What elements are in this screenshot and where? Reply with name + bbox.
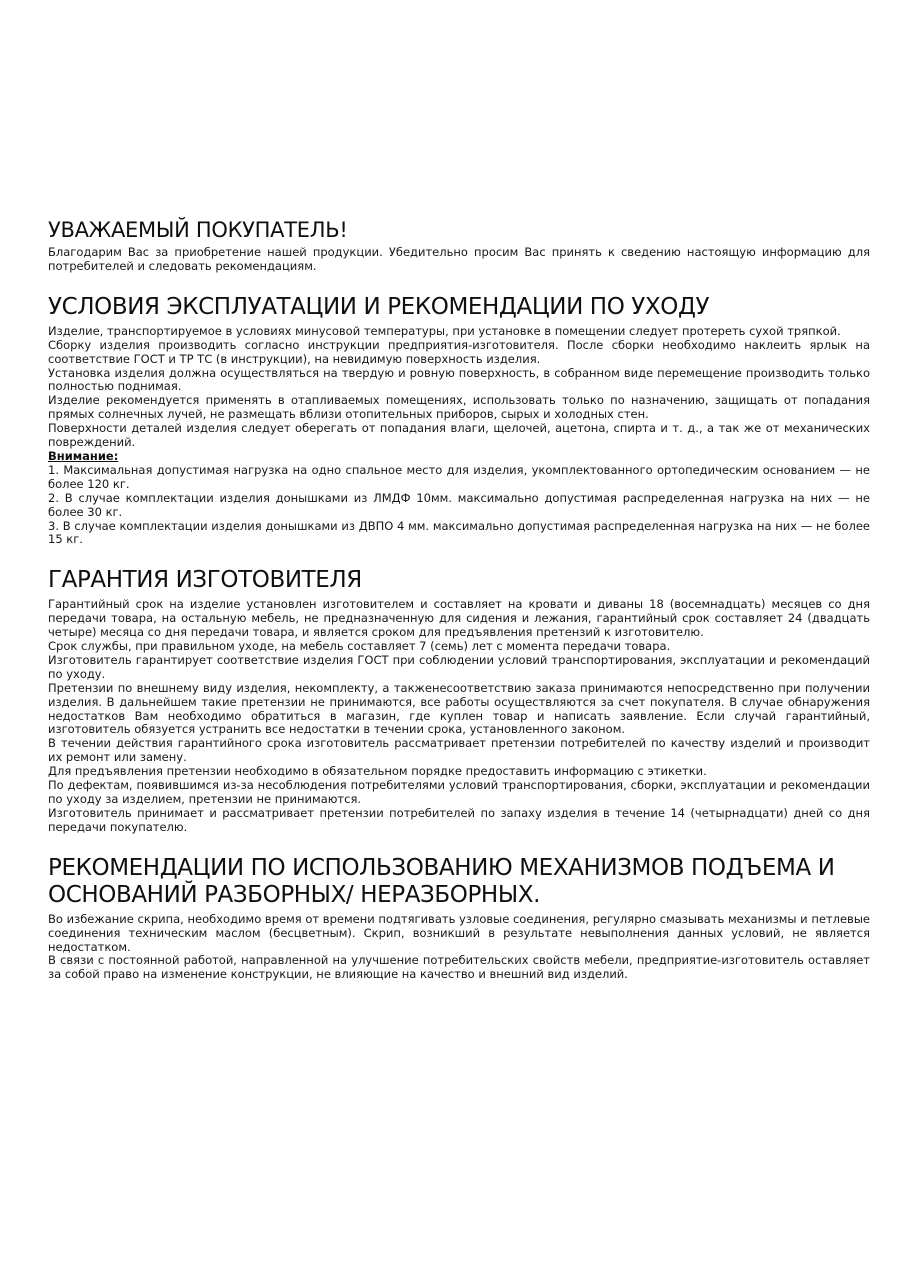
warranty-heading: ГАРАНТИЯ ИЗГОТОВИТЕЛЯ bbox=[48, 567, 362, 594]
operating-paragraph-4: Изделие рекомендуется применять в отапливаемых помещениях, использовать только по назначению, защищать от попадания прямых солнечных лучей, не размещать вблизи отопительных приборов, сырых и холодных стен. bbox=[48, 393, 870, 422]
warranty-paragraph-4: Претензии по внешнему виду изделия, некомплекту, а такженесоответствию заказа принимаются непосредственно при получении изделия. В дальнейшем такие претензии не принимаются, все работы осуществляются за счет покупателя. В случае обнаружения недостатков Вам необходимо обратиться в магазин, где куплен товар и написать заявление. Если случай гарантийный, изготовитель обязуется устранить все недостатки в течении срока, установленного законом. bbox=[48, 680, 870, 737]
warranty-paragraph-5: В течении действия гарантийного срока изготовитель рассматривает претензии потребителей по качеству изделий и производит их ремонт или замену. bbox=[48, 736, 870, 765]
section-operating-conditions bbox=[48, 294, 870, 548]
section-dear-customer bbox=[48, 219, 870, 274]
warranty-paragraph-7: По дефектам, появившимся из-за несоблюдения потребителями условий транспортирования, сборки, эксплуатации и рекомендации по уходу за изделием, претензии не принимаются. bbox=[48, 778, 870, 806]
operating-paragraph-1: Изделие, транспортируемое в условиях минусовой температуры, при установке в помещении следует протереть сухой тряпкой. bbox=[48, 323, 841, 338]
dear-customer-heading: УВАЖАЕМЫЙ ПОКУПАТЕЛЬ! bbox=[48, 218, 348, 242]
operating-paragraph-2: Сборку изделия производить согласно инструкции предприятия-изготовителя. После сборки необходимо наклеить ярлык на соответствие ГОСТ и ТР ТС (в инструкции), на невидимую поверхность изделия. bbox=[48, 337, 870, 366]
mechanism-recommendations-heading: РЕКОМЕНДАЦИИ ПО ИСПОЛЬЗОВАНИЮ МЕХАНИЗМОВ ПОДЪЕМА И ОСНОВАНИЙ РАЗБОРНЫХ/ НЕРАЗБОРНЫХ. bbox=[48, 854, 835, 908]
attention-label: Внимание: bbox=[48, 448, 119, 463]
dear-customer-paragraph: Благодарим Вас за приобретение нашей продукции. Убедительно просим Вас принять к сведению настоящую информацию для потребителей и следовать рекомендациям. bbox=[48, 245, 870, 273]
mechanism-paragraph-2: В связи с постоянной работой, направленной на улучшение потребительских свойств мебели, предприятие-изготовитель оставляет за собой право на изменение конструкции, не влияющие на качество и внешний вид изделий. bbox=[48, 953, 870, 982]
warranty-paragraph-8: Изготовитель принимает и рассматривает претензии потребителей по запаху изделия в течение 14 (четырнадцати) дней со дня передачи покупателю. bbox=[48, 805, 870, 834]
attention-item-3: 3. В случае комплектации изделия донышками из ДВПО 4 мм. максимально допустимая распределенная нагрузка на них — не более 15 кг. bbox=[48, 518, 870, 547]
warranty-paragraph-3: Изготовитель гарантирует соответствие изделия ГОСТ при соблюдении условий транспортирования, эксплуатации и рекомендаций по уходу. bbox=[48, 652, 870, 681]
operating-paragraph-5: Поверхности деталей изделия следует оберегать от попадания влаги, щелочей, ацетона, спирта и т. д., а так же от механических повреждений. bbox=[48, 421, 870, 450]
warranty-paragraph-2: Срок службы, при правильном уходе, на мебель составляет 7 (семь) лет с момента передачи товара. bbox=[48, 639, 671, 654]
attention-item-1: 1. Максимальная допустимая нагрузка на одно спальное место для изделия, укомплектованного ортопедическим основанием — не более 120 кг. bbox=[48, 462, 870, 491]
operating-conditions-heading: УСЛОВИЯ ЭКСПЛУАТАЦИИ И РЕКОМЕНДАЦИИ ПО УХОДУ bbox=[48, 293, 710, 320]
mechanism-paragraph-1: Во избежание скрипа, необходимо время от времени подтягивать узловые соединения, регулярно смазывать механизмы и петлевые соединения техническим маслом (бесцветным). Скрип, возникший в результате невыполнения данных условий, не является недостатком. bbox=[48, 911, 870, 954]
warranty-paragraph-6: Для предъявления претензии необходимо в обязательном порядке предоставить информацию с этикетки. bbox=[48, 764, 707, 779]
section-mechanism-recommendations bbox=[48, 855, 870, 983]
attention-item-2: 2. В случае комплектации изделия донышками из ЛМДФ 10мм. максимально допустимая распределенная нагрузка на них — не более 30 кг. bbox=[48, 490, 870, 519]
warranty-paragraph-1: Гарантийный срок на изделие установлен изготовителем и составляет на кровати и диваны 18 (восемнадцать) месяцев со дня передачи товара, на остальную мебель, не предназначенную для сидения и лежания, гарантийный срок составляет 24 (двадцать четыре) месяца со дня передачи товара, и является сроком для предъявления претензий к изготовителю. bbox=[48, 597, 870, 640]
operating-paragraph-3: Установка изделия должна осуществляться на твердую и ровную поверхность, в собранном виде перемещение производить только полностью поднимая. bbox=[48, 365, 870, 394]
section-manufacturer-warranty bbox=[48, 567, 870, 834]
